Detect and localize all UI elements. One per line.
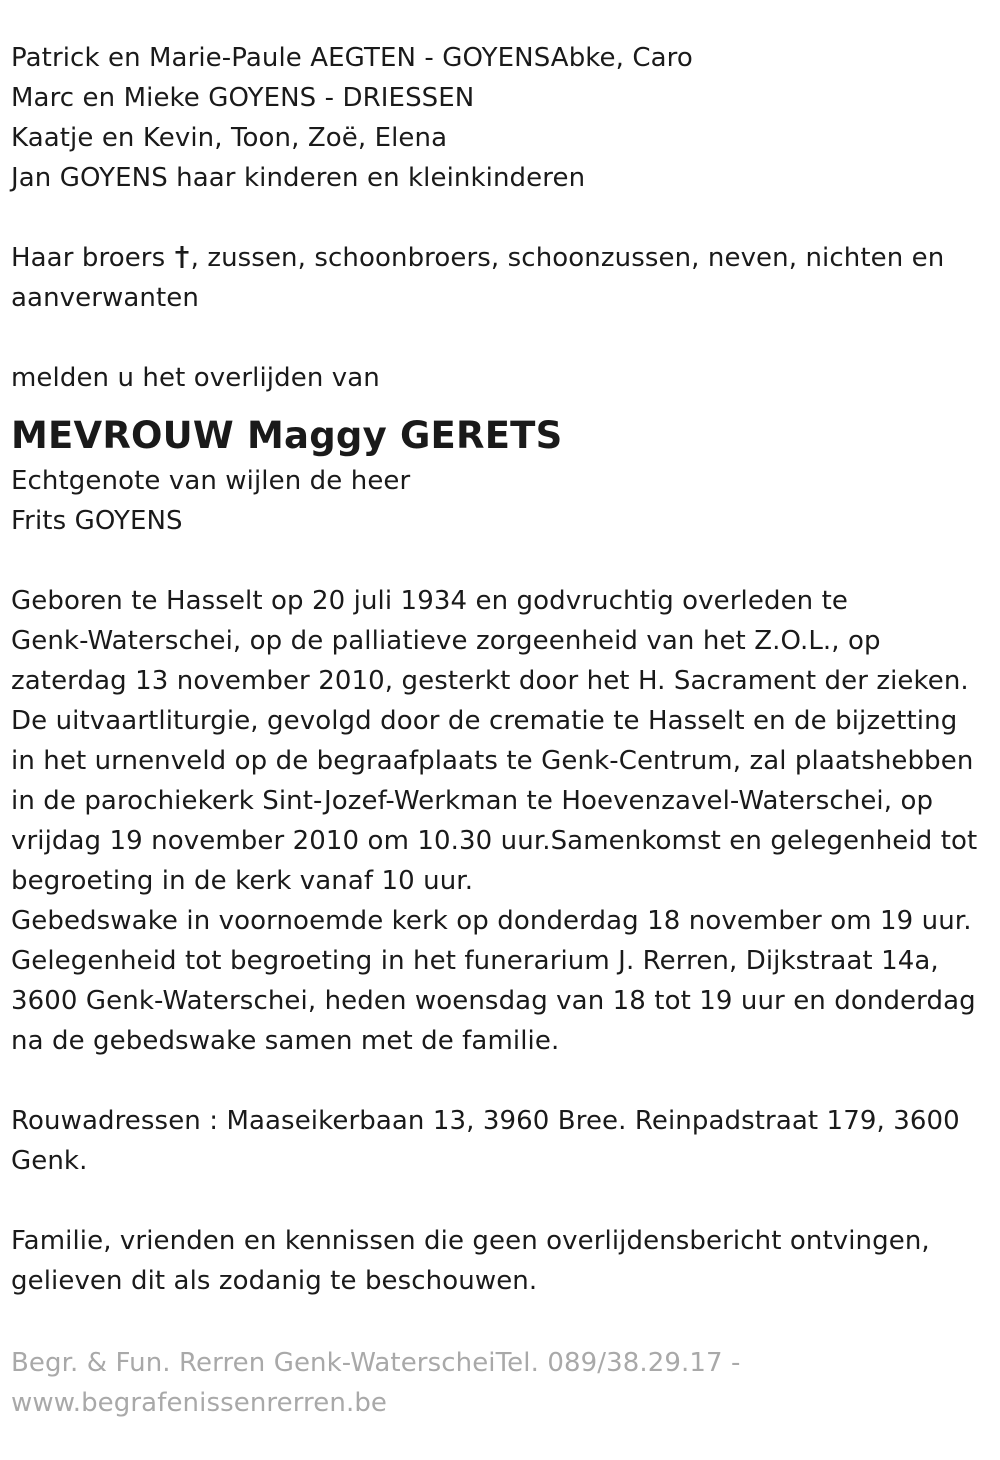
notice-line: Familie, vrienden en kennissen die geen overlijdensbericht ontvingen, bbox=[11, 1226, 930, 1256]
details-line: Gebedswake in voornoemde kerk op donderdag 18 november om 19 uur. bbox=[11, 906, 972, 936]
family-line: Jan GOYENS haar kinderen en kleinkinderen bbox=[11, 163, 586, 193]
spacer bbox=[11, 541, 988, 581]
address-line: Rouwadressen : Maaseikerbaan 13, 3960 Bree. Reinpadstraat 179, 3600 bbox=[11, 1106, 960, 1136]
deceased-relation: Echtgenote van wijlen de heer bbox=[11, 466, 411, 496]
details-line: in het urnenveld op de begraafplaats te Genk-Centrum, zal plaatshebben bbox=[11, 746, 974, 776]
spacer bbox=[11, 1181, 988, 1221]
details-line: De uitvaartliturgie, gevolgd door de crematie te Hasselt en de bijzetting bbox=[11, 706, 958, 736]
details-block bbox=[11, 581, 988, 1061]
relatives-line: aanverwanten bbox=[11, 283, 199, 313]
cross-icon bbox=[175, 245, 189, 269]
details-line: 3600 Genk-Waterschei, heden woensdag van 18 tot 19 uur en donderdag bbox=[11, 986, 976, 1016]
notice-line: gelieven dit als zodanig te beschouwen. bbox=[11, 1266, 538, 1296]
address-line: Genk. bbox=[11, 1146, 88, 1176]
family-block bbox=[11, 38, 988, 198]
footer-contact: Begr. & Fun. Rerren Genk-WaterscheiTel. 089/38.29.17 - bbox=[11, 1348, 741, 1378]
spacer bbox=[11, 318, 988, 358]
relatives-line bbox=[11, 238, 988, 278]
relatives-block bbox=[11, 238, 988, 318]
spacer bbox=[11, 1061, 988, 1101]
family-line: Patrick en Marie-Paule AEGTEN - GOYENSAbke, Caro bbox=[11, 43, 693, 73]
details-line: zaterdag 13 november 2010, gesterkt door het H. Sacrament der zieken. bbox=[11, 666, 969, 696]
details-line: Geboren te Hasselt op 20 juli 1934 en godvruchtig overleden te bbox=[11, 586, 848, 616]
details-line: in de parochiekerk Sint-Jozef-Werkman te Hoevenzavel-Waterschei, op bbox=[11, 786, 934, 816]
details-line: begroeting in de kerk vanaf 10 uur. bbox=[11, 866, 474, 896]
details-line: Genk-Waterschei, op de palliatieve zorgeenheid van het Z.O.L., op bbox=[11, 626, 881, 656]
deceased-name: MEVROUW Maggy GERETS bbox=[11, 414, 563, 457]
details-line: vrijdag 19 november 2010 om 10.30 uur.Samenkomst en gelegenheid tot bbox=[11, 826, 978, 856]
funeral-home-footer bbox=[11, 1343, 988, 1423]
family-line: Kaatje en Kevin, Toon, Zoë, Elena bbox=[11, 123, 448, 153]
spacer bbox=[11, 198, 988, 238]
deceased-spouse: Frits GOYENS bbox=[11, 506, 183, 536]
addresses-block bbox=[11, 1101, 988, 1181]
family-line: Marc en Mieke GOYENS - DRIESSEN bbox=[11, 83, 475, 113]
footer-website: www.begrafenissenrerren.be bbox=[11, 1388, 388, 1418]
spacer bbox=[11, 1301, 988, 1341]
details-line: na de gebedswake samen met de familie. bbox=[11, 1026, 560, 1056]
announcement-text: melden u het overlijden van bbox=[11, 363, 380, 393]
relatives-prefix: Haar broers bbox=[11, 243, 166, 273]
notice-block bbox=[11, 1221, 988, 1301]
details-line: Gelegenheid tot begroeting in het funerarium J. Rerren, Dijkstraat 14a, bbox=[11, 946, 939, 976]
relatives-suffix: , zussen, schoonbroers, schoonzussen, neven, nichten en bbox=[190, 243, 945, 273]
